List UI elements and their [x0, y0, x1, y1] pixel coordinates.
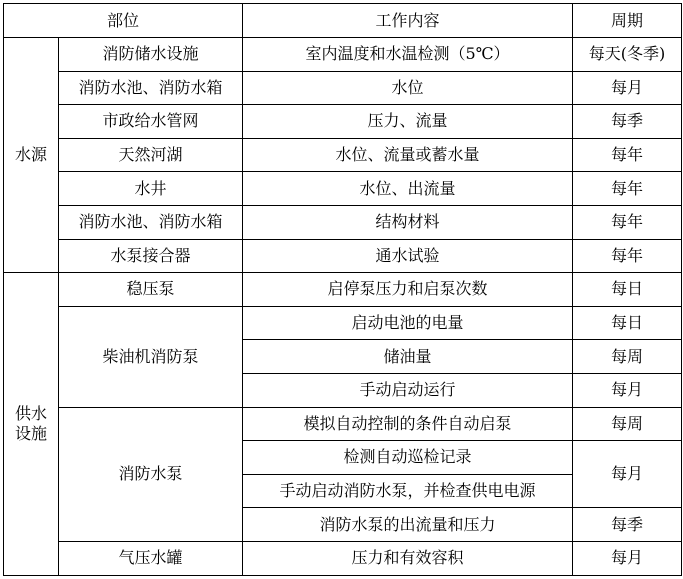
- table-row: [4, 172, 682, 206]
- row-work: 水位、流量或蓄水量: [243, 138, 573, 172]
- row-work: 模拟自动控制的条件自动启泵: [243, 407, 573, 441]
- section-supply-line1: 供水: [14, 403, 47, 423]
- row-work: 水位: [243, 71, 573, 105]
- row-work: 手动启动消防水泵，并检查供电电源: [243, 474, 573, 508]
- row-work: 压力和有效容积: [243, 541, 573, 575]
- row-period: 每日: [573, 273, 682, 307]
- table-row: [4, 205, 682, 239]
- row-period: 每天(冬季): [573, 38, 682, 72]
- row-work: 结构材料: [243, 205, 573, 239]
- row-work: 启停泵压力和启泵次数: [243, 273, 573, 307]
- maintenance-table: [3, 3, 682, 576]
- table-row: [4, 38, 682, 72]
- table-row: [4, 138, 682, 172]
- row-work: 压力、流量: [243, 105, 573, 139]
- row-period: 每年: [573, 138, 682, 172]
- section-water-source: 水源: [4, 38, 59, 273]
- row-period: 每月: [573, 71, 682, 105]
- row-period: 每日: [573, 306, 682, 340]
- row-period: 每周: [573, 340, 682, 374]
- header-row: [4, 4, 682, 38]
- row-period: 每年: [573, 205, 682, 239]
- row-period: 每年: [573, 172, 682, 206]
- table-row: [4, 541, 682, 575]
- row-part: 消防水池、消防水箱: [59, 71, 243, 105]
- row-part: 市政给水管网: [59, 105, 243, 139]
- table-row: [4, 105, 682, 139]
- row-work: 检测自动巡检记录: [243, 441, 573, 475]
- row-part: 消防水泵: [59, 407, 243, 541]
- row-period: 每年: [573, 239, 682, 273]
- row-period: 每月: [573, 441, 682, 508]
- table-row: [4, 71, 682, 105]
- row-work: 室内温度和水温检测（5℃）: [243, 38, 573, 72]
- row-part: 消防储水设施: [59, 38, 243, 72]
- table-row: [4, 306, 682, 340]
- row-part: 天然河湖: [59, 138, 243, 172]
- row-period: 每季: [573, 105, 682, 139]
- row-work: 水位、出流量: [243, 172, 573, 206]
- row-work: 通水试验: [243, 239, 573, 273]
- header-work: 工作内容: [243, 4, 573, 38]
- row-part: 柴油机消防泵: [59, 306, 243, 407]
- table-row: [4, 239, 682, 273]
- row-part: 气压水罐: [59, 541, 243, 575]
- row-part: 水井: [59, 172, 243, 206]
- row-part: 稳压泵: [59, 273, 243, 307]
- header-part: 部位: [4, 4, 243, 38]
- table-row: [4, 273, 682, 307]
- row-part: 水泵接合器: [59, 239, 243, 273]
- header-period: 周期: [573, 4, 682, 38]
- row-period: 每周: [573, 407, 682, 441]
- row-work: 储油量: [243, 340, 573, 374]
- row-period: 每月: [573, 373, 682, 407]
- row-period: 每季: [573, 508, 682, 542]
- table-row: [4, 407, 682, 441]
- section-supply-line2: 设施: [14, 423, 47, 443]
- row-work: 手动启动运行: [243, 373, 573, 407]
- row-period: 每月: [573, 541, 682, 575]
- row-work: 启动电池的电量: [243, 306, 573, 340]
- section-supply-facilities: [4, 273, 59, 575]
- row-part: 消防水池、消防水箱: [59, 205, 243, 239]
- row-work: 消防水泵的出流量和压力: [243, 508, 573, 542]
